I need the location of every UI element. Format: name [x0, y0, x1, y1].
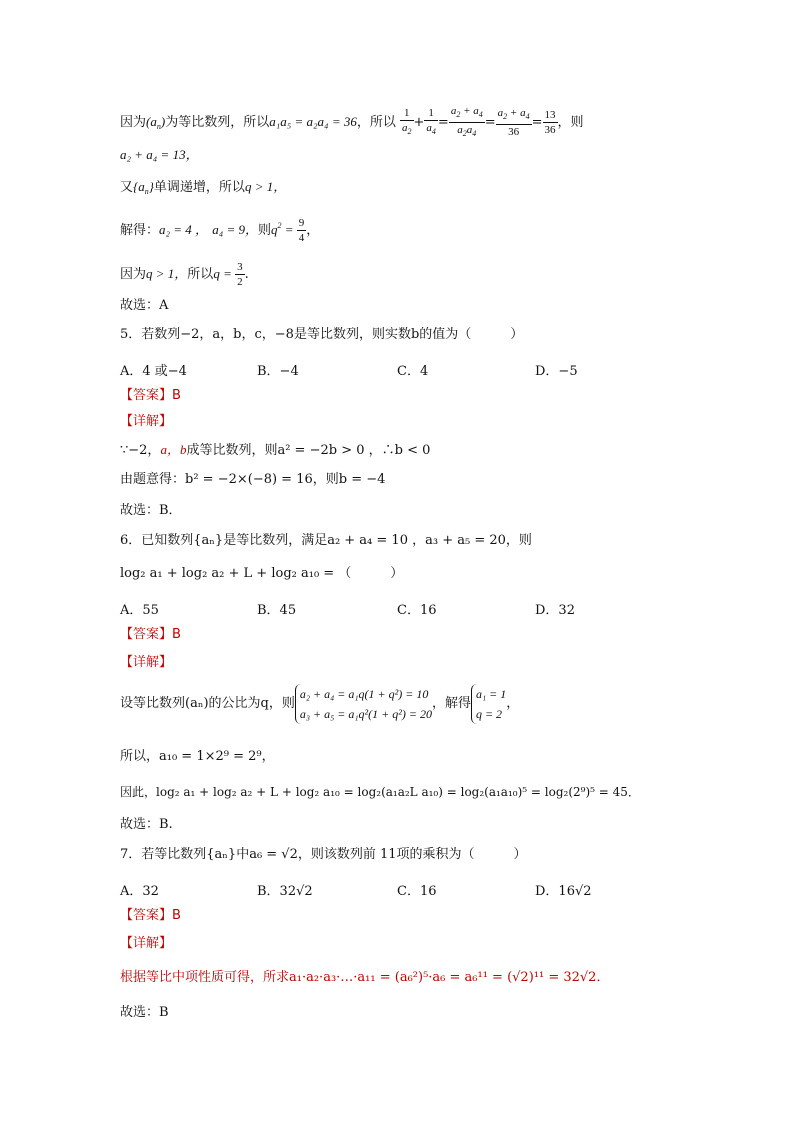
q5-stem: 5．若数列−2，a，b，c，−8是等比数列，则实数b的值为（ ）: [120, 327, 524, 342]
equation: a₄ = 9，: [212, 222, 258, 237]
fraction: $\frac{a_2 + a_4}{a_2a_4}$: [450, 105, 483, 138]
q6-option-b: B．45: [257, 603, 297, 618]
prev-solution-line-1: 因为$(a_n)$为等比数列，所以a₁a₅ = a₂a₄ = 36，所以 $\frac{1}{a_2}$ + $\frac{1}{a_4}$ = $\frac{a_2 + a_4}{a_2a_4}$ = $\frac{a_2 + a_4}{36}$ = $\frac{13}{36}$ ，则: [120, 104, 584, 141]
text: 单调递增，所以: [153, 180, 245, 195]
equation: a₁a₅ = a₂a₄ = 36: [269, 114, 357, 129]
text: ，解得: [431, 696, 471, 711]
fraction: $\frac{9}{4}$: [298, 217, 305, 244]
inequality: q > 1，: [244, 179, 287, 194]
text: 则: [258, 223, 272, 238]
fraction: $\frac{a_2 + a_4}{36}$: [497, 107, 530, 138]
q6-detail-line-2: 所以，a₁₀ = 1×2⁹ = 2⁹，: [120, 749, 275, 764]
q5-conclusion: 故选：B．: [120, 503, 182, 518]
q6-detail-label: 【详解】: [120, 655, 173, 670]
text: 因为: [120, 115, 147, 130]
fraction: $\frac{3}{2}$: [237, 261, 243, 288]
equation: a₁ = 1: [475, 687, 507, 701]
q7-option-c: C．16: [397, 884, 437, 899]
highlighted-derivation: 根据等比中项性质可得，所求a₁·a₂·a₃·…·a₁₁ = (a₆²)⁵·a₆ = a₆¹¹ = (√2)¹¹ = 32√2．: [120, 970, 610, 985]
text: 为等比数列，所以: [165, 115, 270, 130]
equation: a₂ = 4 ，: [159, 222, 209, 237]
text: 解得：: [120, 223, 160, 238]
text: 因为: [120, 267, 147, 282]
q5-answer: 【答案】B: [120, 388, 181, 403]
text: ，: [506, 696, 520, 711]
q6-stem-line-2: log₂ a₁ + log₂ a₂ + L + log₂ a₁₀ = （ ）: [120, 566, 404, 581]
q5-option-b: B．−4: [257, 364, 299, 379]
text: 又: [120, 180, 134, 195]
q5-detail-line-2: 由题意得：b² = −2×(−8) = 16，则b = −4: [120, 472, 386, 487]
text: ，所以: [356, 115, 396, 130]
q6-detail-line-1: [120, 684, 519, 724]
seq-symbol: $(a_n)$: [146, 114, 166, 131]
seq-symbol: $\{a_n\}$: [133, 179, 154, 196]
q7-conclusion: 故选：B: [120, 1005, 169, 1020]
q7-answer: 【答案】B: [120, 908, 181, 923]
q5-option-d: D．−5: [535, 364, 578, 379]
fraction: $\frac{1}{a_4}$: [426, 107, 436, 136]
text: 成等比数列，则a² = −2b > 0 ，∴b < 0: [186, 443, 431, 458]
q6-conclusion: 故选：B.: [120, 817, 173, 832]
q7-option-d: D．16√2: [535, 884, 592, 899]
q7-stem: 7．若等比数列{aₙ}中a₆ = √2，则该数列前 11项的乘积为（ ）: [120, 847, 527, 862]
q7-detail-label: 【详解】: [120, 936, 173, 951]
fraction: $\frac{1}{a_2}$: [402, 107, 412, 136]
q6-detail-line-3: 因此，log₂ a₁ + log₂ a₂ + L + log₂ a₁₀ = log₂(a₁a₂L a₁₀) = log₂(a₁a₁₀)⁵ = log₂(2⁹)⁵ = 45．: [120, 785, 640, 799]
equation-system: [295, 684, 432, 724]
q6-answer: 【答案】B: [120, 627, 181, 642]
q5-detail-label: 【详解】: [120, 414, 173, 429]
highlighted-terms: a，b: [160, 442, 187, 457]
q7-option-a: A．32: [120, 884, 159, 899]
q7-detail-line-1: [120, 969, 609, 987]
text: ，则: [557, 115, 584, 130]
prev-solution-line-3: [120, 178, 286, 201]
solution-system: [471, 684, 506, 724]
prev-solution-line-2: a₂ + a₄ = 13，: [120, 147, 199, 162]
q5-option-c: C．4: [397, 364, 429, 379]
text: ∵−2，: [120, 443, 161, 458]
equation: q = 2: [475, 707, 503, 721]
prev-solution-line-4: 解得：a₂ = 4 ， a₄ = 9，则$q^2$ = $\frac{9}{4}$ ，: [120, 217, 320, 244]
prev-conclusion: 故选：A: [120, 298, 169, 313]
q7-option-b: B．32√2: [257, 884, 313, 899]
text: 设等比数列(aₙ)的公比为q，则: [120, 696, 295, 711]
q6-option-c: C．16: [397, 603, 437, 618]
text: 所以: [187, 267, 214, 282]
q6-option-d: D．32: [535, 603, 575, 618]
q6-option-a: A．55: [120, 603, 159, 618]
q6-stem-line-1: 6．已知数列{aₙ}是等比数列，满足a₂ + a₄ = 10 ，a₃ + a₅ = 20，则: [120, 533, 532, 548]
q5-detail-line-1: [120, 441, 430, 460]
prev-solution-line-5: 因为q > 1，所以q = $\frac{3}{2}$ .: [120, 261, 249, 288]
q5-option-a: A．4 或−4: [120, 364, 187, 379]
equation: a₂ + a₄ = a₁q(1 + q²) = 10: [299, 687, 429, 701]
inequality: q > 1，: [146, 266, 188, 281]
equation: a₃ + a₅ = a₁q²(1 + q²) = 20: [299, 707, 432, 721]
fraction: $\frac{13}{36}$: [544, 109, 556, 136]
